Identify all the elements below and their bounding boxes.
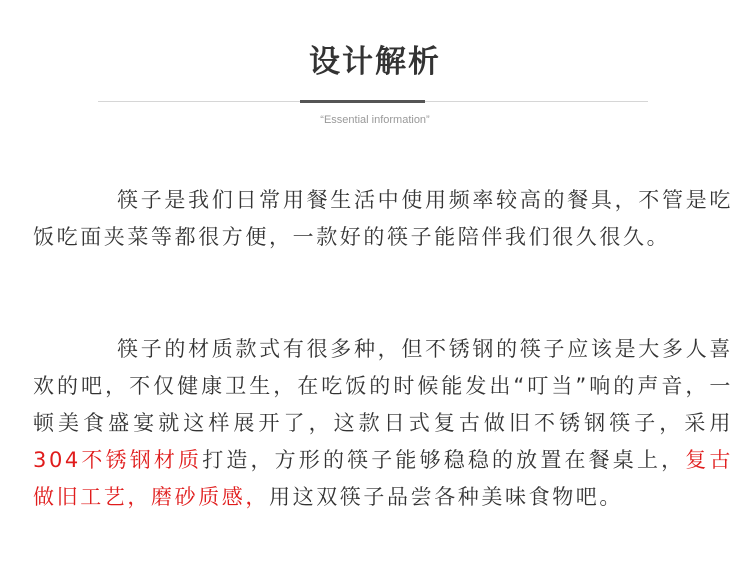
material-text-part-2: 打造，方形的筷子能够稳稳的放置在餐桌上， [202, 448, 686, 472]
material-highlight: 304不锈钢材质 [33, 448, 203, 472]
intro-paragraph: 筷子是我们日常用餐生活中使用频率较高的餐具，不管是吃饭吃面夹菜等都很方便，一款好的筷子能陪伴我们很久很久。 [33, 188, 733, 249]
material-text-part-3: 用这双筷子品尝各种美味食物吧。 [269, 485, 623, 509]
title-divider-accent [300, 100, 425, 103]
page-subtitle: “Essential information” [320, 114, 430, 126]
craft-highlight: 复古做旧工艺，磨砂质感， [33, 448, 734, 509]
material-text-part-1: 筷子的材质款式有很多种，但不锈钢的筷子应该是大多人喜欢的吧，不仅健康卫生，在吃饭的时候能发出“叮当”响的声音，一顿美食盛宴就这样展开了，这款日式复古做旧不锈钢筷子，采用 [33, 337, 733, 435]
material-paragraph [33, 331, 733, 516]
page-title: 设计解析 [309, 44, 441, 80]
